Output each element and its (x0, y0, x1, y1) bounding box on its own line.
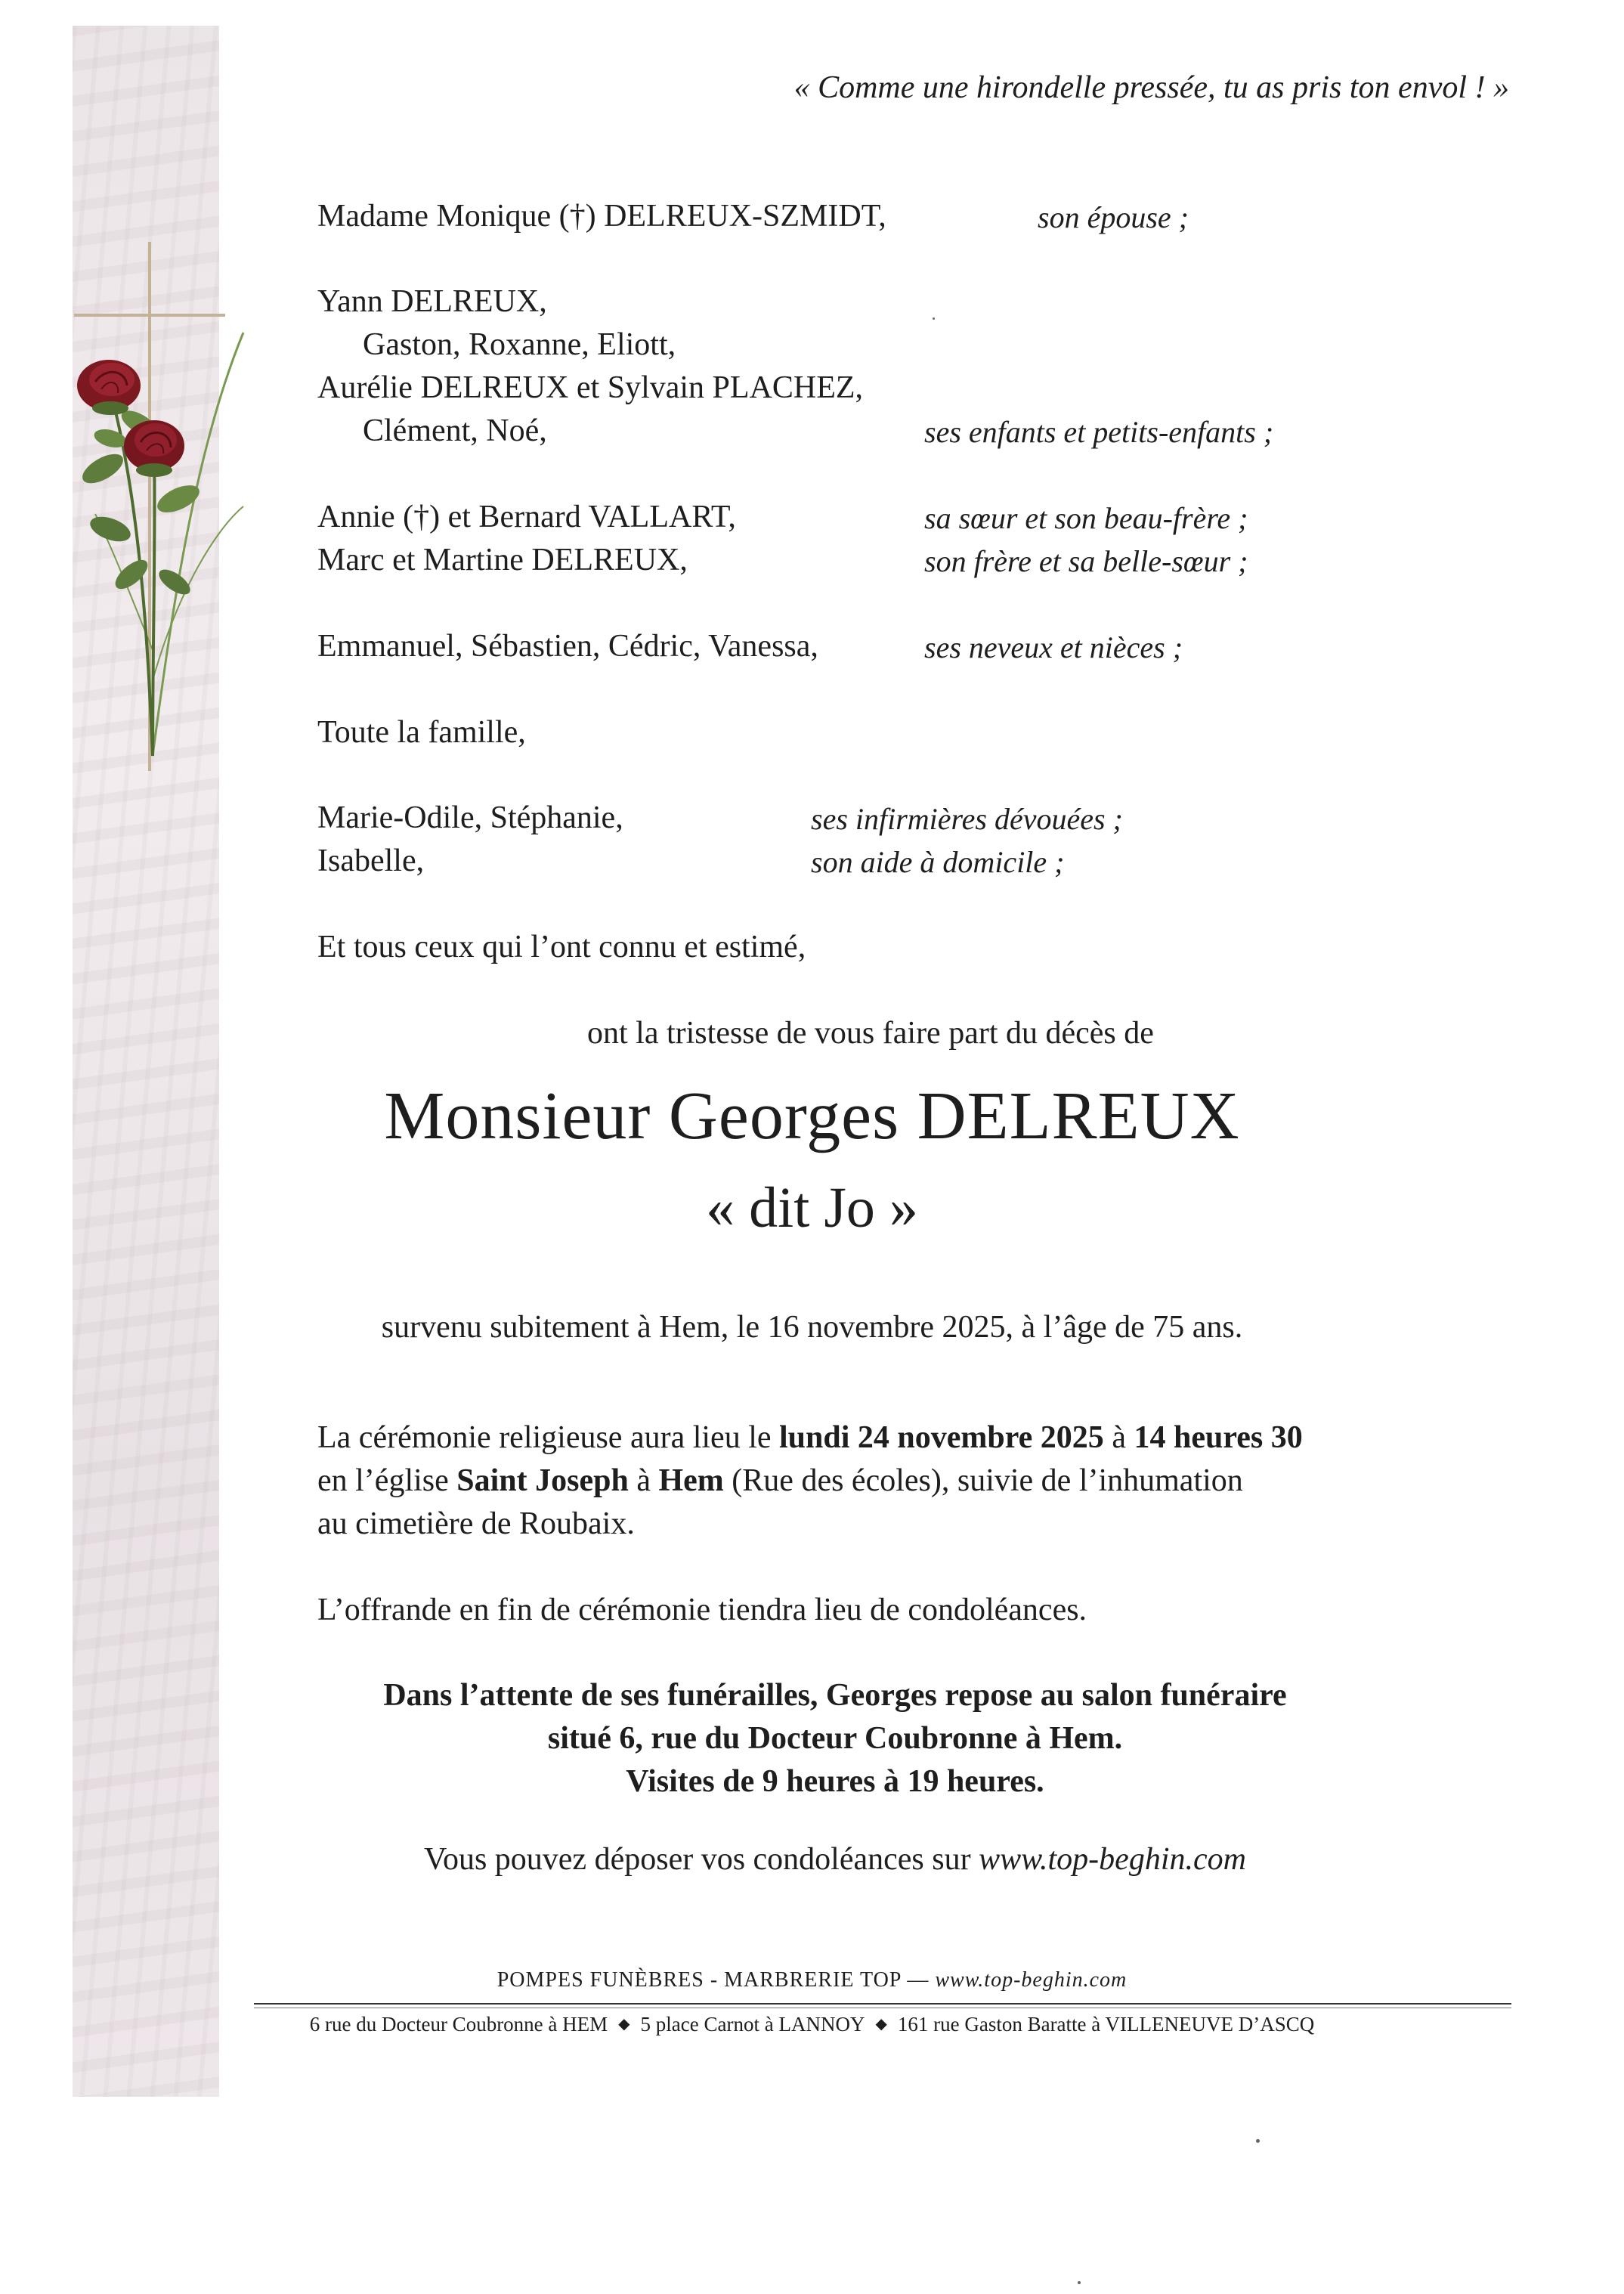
ceremony-town: Hem (658, 1463, 724, 1498)
scan-speck (1256, 2139, 1260, 2143)
grandchildren-2: Clément, Noé, (363, 413, 547, 448)
whole-family: Toute la famille, (317, 715, 526, 750)
children-role: ses enfants et petits-enfants ; (924, 415, 1274, 449)
condolences-line (0, 1841, 1624, 1878)
condolences-text: Vous pouvez déposer vos condoléances sur (424, 1842, 979, 1877)
nephews-names: Emmanuel, Sébastien, Cédric, Vanessa, (317, 629, 818, 664)
sister-role: sa sœur et son beau-frère ; (924, 501, 1248, 535)
sister-names: Annie (†) et Bernard VALLART, (317, 500, 736, 534)
brother-role: son frère et sa belle-sœur ; (924, 544, 1248, 578)
ceremony-line-2 (317, 1463, 1243, 1499)
ceremony-text: en l’église (317, 1463, 457, 1498)
cross-and-roses-icon (65, 227, 246, 771)
scan-speck (933, 317, 935, 320)
diamond-icon: ◆ (618, 2016, 630, 2032)
footer-addresses (0, 2013, 1624, 2036)
condolences-link[interactable]: www.top-beghin.com (979, 1842, 1246, 1877)
ceremony-text: à (628, 1463, 659, 1498)
friends-line: Et tous ceux qui l’ont connu et estimé, (317, 930, 806, 964)
deceased-nickname: « dit Jo » (706, 1176, 918, 1240)
child-2: Aurélie DELREUX et Sylvain PLACHEZ, (317, 370, 864, 405)
aide-name: Isabelle, (317, 844, 425, 878)
footer-company-line (0, 1968, 1624, 1992)
epigraph-quote: « Comme une hirondelle pressée, tu as pris ton envol ! » (793, 70, 1509, 105)
spouse-role: son épouse ; (1038, 200, 1189, 234)
ceremony-time: 14 heures 30 (1134, 1420, 1303, 1455)
footer-address-lannoy: 5 place Carnot à LANNOY (640, 2013, 865, 2035)
nephews-role: ses neveux et nièces ; (924, 630, 1183, 664)
viewing-line-2: situé 6, rue du Docteur Coubronne à Hem. (547, 1721, 1123, 1756)
footer-address-hem: 6 rue du Docteur Coubronne à HEM (309, 2013, 608, 2035)
footer-dash: — (907, 1968, 930, 1992)
footer-address-villeneuve: 161 rue Gaston Baratte à VILLENEUVE D’ASCQ (897, 2013, 1315, 2035)
nurses-names: Marie-Odile, Stéphanie, (317, 800, 623, 835)
ceremony-date: lundi 24 novembre 2025 (779, 1420, 1104, 1455)
deceased-name: Monsieur Georges DELREUX (384, 1079, 1240, 1153)
ceremony-church: Saint Joseph (456, 1463, 629, 1498)
ceremony-text: La cérémonie religieuse aura lieu le (317, 1420, 780, 1455)
spouse-name: Madame Monique (†) DELREUX-SZMIDT, (317, 199, 886, 234)
ceremony-line-3: au cimetière de Roubaix. (317, 1506, 635, 1541)
grandchildren-1: Gaston, Roxanne, Eliott, (363, 327, 676, 362)
footer-divider (254, 2003, 1511, 2005)
offering-line: L’offrande en fin de cérémonie tiendra lieu de condoléances. (317, 1593, 1087, 1627)
child-1: Yann DELREUX, (317, 284, 547, 319)
diamond-icon: ◆ (875, 2016, 887, 2032)
viewing-line-1: Dans l’attente de ses funérailles, Georges repose au salon funéraire (383, 1678, 1287, 1713)
viewing-line-3: Visites de 9 heures à 19 heures. (626, 1764, 1044, 1799)
footer-company: POMPES FUNÈBRES - MARBRERIE TOP (496, 1968, 902, 1992)
scan-speck (1078, 2281, 1081, 2284)
nurses-role: ses infirmières dévouées ; (811, 802, 1123, 836)
ceremony-text: à (1103, 1420, 1134, 1455)
death-info: survenu subitement à Hem, le 16 novembre 2025, à l’âge de 75 ans. (381, 1310, 1243, 1345)
aide-role: son aide à domicile ; (811, 845, 1065, 879)
brother-names: Marc et Martine DELREUX, (317, 543, 688, 577)
announcement-line: ont la tristesse de vous faire part du décès de (587, 1016, 1154, 1051)
ceremony-line-1 (317, 1419, 1303, 1456)
footer-website[interactable]: www.top-beghin.com (935, 1968, 1128, 1992)
ceremony-text: (Rue des écoles), suivie de l’inhumation (723, 1463, 1243, 1498)
